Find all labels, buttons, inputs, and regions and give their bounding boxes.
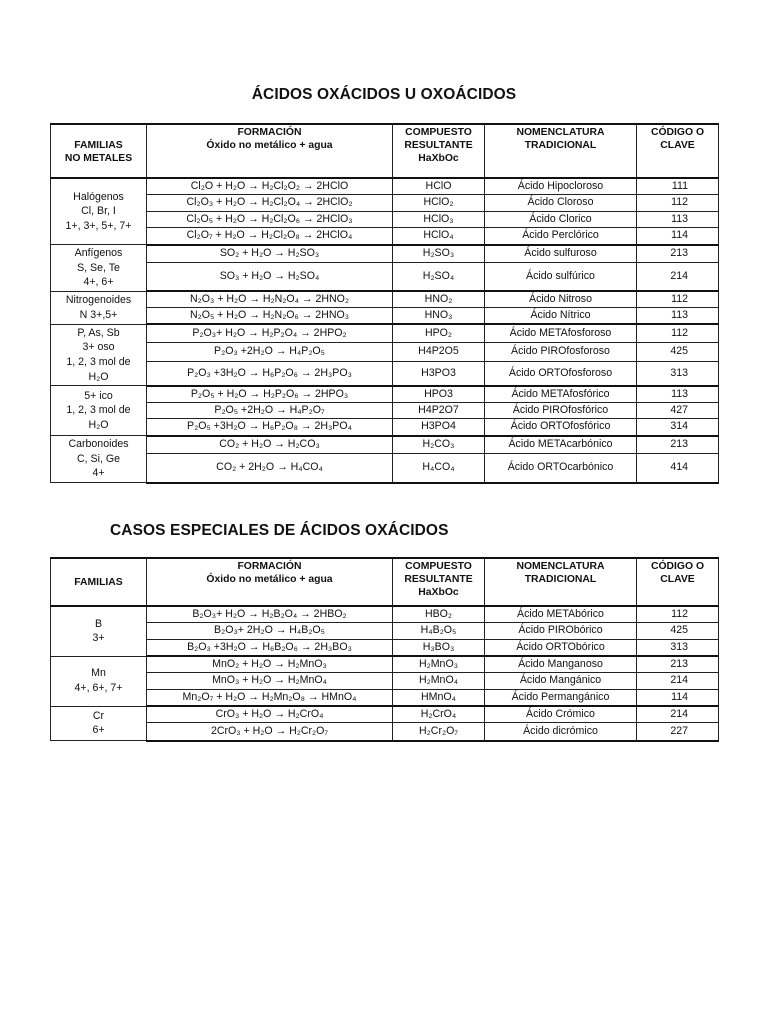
- header-formacion: [147, 124, 393, 178]
- name-cell: Ácido Hipocloroso: [485, 178, 637, 195]
- table-row: [51, 308, 719, 325]
- casos-especiales-table: [50, 557, 719, 742]
- compound-cell: HBO₂: [393, 606, 485, 623]
- formation-cell: CrO₃ + H₂O → H₂CrO₄: [147, 706, 393, 723]
- header-nomenclatura-line: NOMENCLATURA: [516, 127, 605, 138]
- compound-cell: H₂SO₃: [393, 245, 485, 263]
- family-label: Cr: [92, 709, 105, 722]
- table-row: [51, 606, 719, 623]
- name-cell: Ácido Mangánico: [485, 673, 637, 690]
- name-cell: Ácido METAbórico: [485, 606, 637, 623]
- name-cell: Ácido Nítrico: [485, 308, 637, 325]
- table-row: [51, 623, 719, 640]
- name-cell: Ácido ORTOfosforoso: [485, 361, 637, 386]
- formation-cell: Cl₂O₅ + H₂O → H₂Cl₂O₆ → 2HClO₃: [147, 211, 393, 228]
- header-codigo: [637, 124, 719, 178]
- code-cell: 313: [637, 639, 719, 656]
- compound-cell: HPO₂: [393, 324, 485, 342]
- family-label: 6+: [92, 724, 105, 737]
- compound-cell: H3PO3: [393, 361, 485, 386]
- table-row: [51, 673, 719, 690]
- code-cell: 112: [637, 606, 719, 623]
- header-familias: [51, 558, 147, 606]
- header-formacion-line: FORMACIÓN: [237, 561, 302, 572]
- header-compuesto-line: HaXbOc: [418, 153, 459, 164]
- formation-cell: B₂O₃+ H₂O → H₂B₂O₄ → 2HBO₂: [147, 606, 393, 623]
- header-compuesto-line: RESULTANTE: [404, 574, 473, 585]
- formation-cell: Cl₂O₇ + H₂O → H₂Cl₂O₈ → 2HClO₄: [147, 228, 393, 245]
- name-cell: Ácido Clorico: [485, 211, 637, 228]
- header-formacion: [147, 558, 393, 606]
- family-cell: [51, 436, 147, 483]
- table-row: [51, 706, 719, 723]
- name-cell: Ácido Nitroso: [485, 291, 637, 308]
- formation-cell: N₂O₅ + H₂O → H₂N₂O₆ → 2HNO₃: [147, 308, 393, 325]
- code-cell: 114: [637, 689, 719, 706]
- table-row: [51, 419, 719, 436]
- table-row: [51, 211, 719, 228]
- compound-cell: H₂Cr₂O₇: [393, 723, 485, 741]
- header-formacion-line: Óxido no metálico + agua: [206, 140, 333, 151]
- name-cell: Ácido Permangánico: [485, 689, 637, 706]
- family-cell: [51, 291, 147, 324]
- header-row: [51, 558, 719, 606]
- compound-cell: H₄CO₄: [393, 454, 485, 483]
- formation-cell: P₂O₅ + H₂O → H₂P₂O₆ → 2HPO₃: [147, 386, 393, 403]
- compound-cell: HClO₄: [393, 228, 485, 245]
- table-row: [51, 324, 719, 342]
- compound-cell: H₂SO₄: [393, 263, 485, 292]
- compound-cell: HMnO₄: [393, 689, 485, 706]
- header-codigo-line: CÓDIGO O: [650, 127, 705, 138]
- compound-cell: H₂CrO₄: [393, 706, 485, 723]
- name-cell: Ácido sulfúrico: [485, 263, 637, 292]
- code-cell: 425: [637, 623, 719, 640]
- header-familias: [51, 124, 147, 178]
- table-row: [51, 386, 719, 403]
- family-cell: [51, 245, 147, 292]
- formation-cell: MnO₃ + H₂O → H₂MnO₄: [147, 673, 393, 690]
- formation-cell: B₂O₃ +3H₂O → H₆B₂O₆ → 2H₃BO₃: [147, 639, 393, 656]
- formation-cell: P₂O₃ +3H₂O → H₆P₂O₆ → 2H₃PO₃: [147, 361, 393, 386]
- table-row: [51, 689, 719, 706]
- family-label: B: [94, 617, 103, 630]
- family-label: S, Se, Te: [77, 261, 120, 274]
- name-cell: Ácido Cloroso: [485, 195, 637, 212]
- name-cell: Ácido ORTOfosfórico: [485, 419, 637, 436]
- family-cell: [51, 324, 147, 385]
- name-cell: Ácido Manganoso: [485, 656, 637, 673]
- family-label: 4+, 6+: [83, 276, 114, 289]
- header-codigo: [637, 558, 719, 606]
- code-cell: 214: [637, 673, 719, 690]
- header-nomenclatura-line: TRADICIONAL: [524, 574, 597, 585]
- table-row: [51, 263, 719, 292]
- formation-cell: P₂O₃+ H₂O → H₂P₂O₄ → 2HPO₂: [147, 324, 393, 342]
- code-cell: 227: [637, 723, 719, 741]
- family-label: 4+: [92, 467, 105, 480]
- name-cell: Ácido METAfosforoso: [485, 324, 637, 342]
- code-cell: 112: [637, 291, 719, 308]
- name-cell: Ácido PIROfosforoso: [485, 343, 637, 361]
- family-label: Nitrogenoides: [65, 294, 132, 307]
- header-compuesto-line: RESULTANTE: [404, 140, 473, 151]
- table-row: [51, 639, 719, 656]
- code-cell: 214: [637, 706, 719, 723]
- code-cell: 414: [637, 454, 719, 483]
- compound-cell: HNO₃: [393, 308, 485, 325]
- family-label: H₂O: [88, 370, 109, 383]
- header-formacion-line: Óxido no metálico + agua: [206, 574, 333, 585]
- family-label: Anfígenos: [74, 247, 123, 259]
- code-cell: 425: [637, 343, 719, 361]
- family-label: 1, 2, 3 mol de: [66, 404, 131, 417]
- formation-cell: MnO₂ + H₂O → H₂MnO₃: [147, 656, 393, 673]
- family-label: 3+: [92, 632, 105, 645]
- formation-cell: Mn₂O₇ + H₂O → H₂Mn₂O₈ → HMnO₄: [147, 689, 393, 706]
- table-row: [51, 656, 719, 673]
- header-familias-line: FAMILIAS: [74, 139, 123, 151]
- name-cell: Ácido dicrómico: [485, 723, 637, 741]
- header-familias-line: FAMILIAS: [74, 577, 123, 588]
- compound-cell: H4P2O5: [393, 343, 485, 361]
- formation-cell: Cl₂O₃ + H₂O → H₂Cl₂O₄ → 2HClO₂: [147, 195, 393, 212]
- table-row: [51, 343, 719, 361]
- compound-cell: HNO₂: [393, 291, 485, 308]
- code-cell: 113: [637, 211, 719, 228]
- header-compuesto: [393, 558, 485, 606]
- code-cell: 427: [637, 402, 719, 419]
- header-compuesto-line: COMPUESTO: [405, 561, 472, 572]
- compound-cell: HClO₂: [393, 195, 485, 212]
- compound-cell: H3PO4: [393, 419, 485, 436]
- family-cell: [51, 706, 147, 741]
- name-cell: Ácido ORTOcarbónico: [485, 454, 637, 483]
- table-row: [51, 245, 719, 263]
- name-cell: Ácido PIRObórico: [485, 623, 637, 640]
- code-cell: 213: [637, 656, 719, 673]
- code-cell: 112: [637, 195, 719, 212]
- family-label: N 3+,5+: [79, 308, 118, 321]
- family-label: Mn: [91, 667, 106, 680]
- formation-cell: N₂O₃ + H₂O → H₂N₂O₄ → 2HNO₂: [147, 291, 393, 308]
- table-row: [51, 291, 719, 308]
- table-row: [51, 361, 719, 386]
- header-nomenclatura-line: TRADICIONAL: [524, 140, 597, 151]
- header-codigo-line: CÓDIGO O: [650, 561, 705, 572]
- family-label: 4+, 6+, 7+: [74, 682, 123, 694]
- header-row: [51, 124, 719, 178]
- formation-cell: SO₃ + H₂O → H₂SO₄: [147, 263, 393, 292]
- header-compuesto-line: COMPUESTO: [405, 127, 472, 138]
- code-cell: 112: [637, 324, 719, 342]
- table-row: [51, 436, 719, 454]
- family-label: P, As, Sb: [77, 326, 120, 339]
- code-cell: 213: [637, 245, 719, 263]
- formation-cell: P₂O₅ +2H₂O → H₄P₂O₇: [147, 402, 393, 419]
- table-row: [51, 723, 719, 741]
- header-nomenclatura-line: NOMENCLATURA: [516, 561, 605, 572]
- page-title: ÁCIDOS OXÁCIDOS U OXOÁCIDOS: [251, 86, 517, 103]
- family-label: H₂O: [88, 419, 109, 432]
- header-codigo-line: CLAVE: [660, 574, 695, 585]
- compound-cell: H₄B₂O₅: [393, 623, 485, 640]
- compound-cell: HClO₃: [393, 211, 485, 228]
- header-familias-line: NO METALES: [64, 152, 133, 164]
- formation-cell: CO₂ + H₂O → H₂CO₃: [147, 436, 393, 454]
- code-cell: 214: [637, 263, 719, 292]
- formation-cell: CO₂ + 2H₂O → H₄CO₄: [147, 454, 393, 483]
- formation-cell: SO₂ + H₂O → H₂SO₃: [147, 245, 393, 263]
- header-nomenclatura: [485, 124, 637, 178]
- code-cell: 114: [637, 228, 719, 245]
- family-label: Cl, Br, I: [81, 205, 116, 218]
- family-cell: [51, 386, 147, 436]
- header-compuesto: [393, 124, 485, 178]
- header-compuesto-line: HaXbOc: [418, 587, 459, 598]
- family-label: Halógenos: [73, 190, 124, 203]
- header-codigo-line: CLAVE: [660, 140, 695, 151]
- code-cell: 113: [637, 386, 719, 403]
- family-label: 3+ oso: [82, 341, 115, 354]
- name-cell: Ácido PIROfosfórico: [485, 402, 637, 419]
- formation-cell: P₂O₃ +2H₂O → H₄P₂O₅: [147, 343, 393, 361]
- formation-cell: Cl₂O + H₂O → H₂Cl₂O₂ → 2HClO: [147, 178, 393, 195]
- formation-cell: 2CrO₃ + H₂O → H₂Cr₂O₇: [147, 723, 393, 741]
- name-cell: Ácido Perclórico: [485, 228, 637, 245]
- table-row: [51, 402, 719, 419]
- compound-cell: HClO: [393, 178, 485, 195]
- family-cell: [51, 178, 147, 245]
- family-label: Carbonoides: [68, 438, 129, 451]
- table-row: [51, 228, 719, 245]
- compound-cell: H₂CO₃: [393, 436, 485, 454]
- code-cell: 111: [637, 178, 719, 195]
- header-nomenclatura: [485, 558, 637, 606]
- header-formacion-line: FORMACIÓN: [237, 127, 302, 138]
- code-cell: 113: [637, 308, 719, 325]
- code-cell: 213: [637, 436, 719, 454]
- name-cell: Ácido METAcarbónico: [485, 436, 637, 454]
- name-cell: Ácido ORTObórico: [485, 639, 637, 656]
- compound-cell: H₂MnO₄: [393, 673, 485, 690]
- family-label: 1, 2, 3 mol de: [66, 356, 131, 369]
- table-row: [51, 178, 719, 195]
- code-cell: 314: [637, 419, 719, 436]
- family-label: 5+ ico: [84, 389, 113, 402]
- formation-cell: B₂O₃+ 2H₂O → H₄B₂O₅: [147, 623, 393, 640]
- compound-cell: H4P2O7: [393, 402, 485, 419]
- table-row: [51, 195, 719, 212]
- code-cell: 313: [637, 361, 719, 386]
- name-cell: Ácido Crómico: [485, 706, 637, 723]
- section-title: CASOS ESPECIALES DE ÁCIDOS OXÁCIDOS: [110, 522, 449, 539]
- family-label: C, Si, Ge: [77, 452, 120, 465]
- name-cell: Ácido METAfosfórico: [485, 386, 637, 403]
- formation-cell: P₂O₅ +3H₂O → H₆P₂O₈ → 2H₃PO₄: [147, 419, 393, 436]
- family-cell: [51, 656, 147, 706]
- name-cell: Ácido sulfuroso: [485, 245, 637, 263]
- family-label: 1+, 3+, 5+, 7+: [65, 219, 132, 232]
- family-cell: [51, 606, 147, 656]
- compound-cell: HPO3: [393, 386, 485, 403]
- table-row: [51, 454, 719, 483]
- acidos-oxacidos-table: [50, 123, 719, 484]
- compound-cell: H₂MnO₃: [393, 656, 485, 673]
- compound-cell: H₃BO₃: [393, 639, 485, 656]
